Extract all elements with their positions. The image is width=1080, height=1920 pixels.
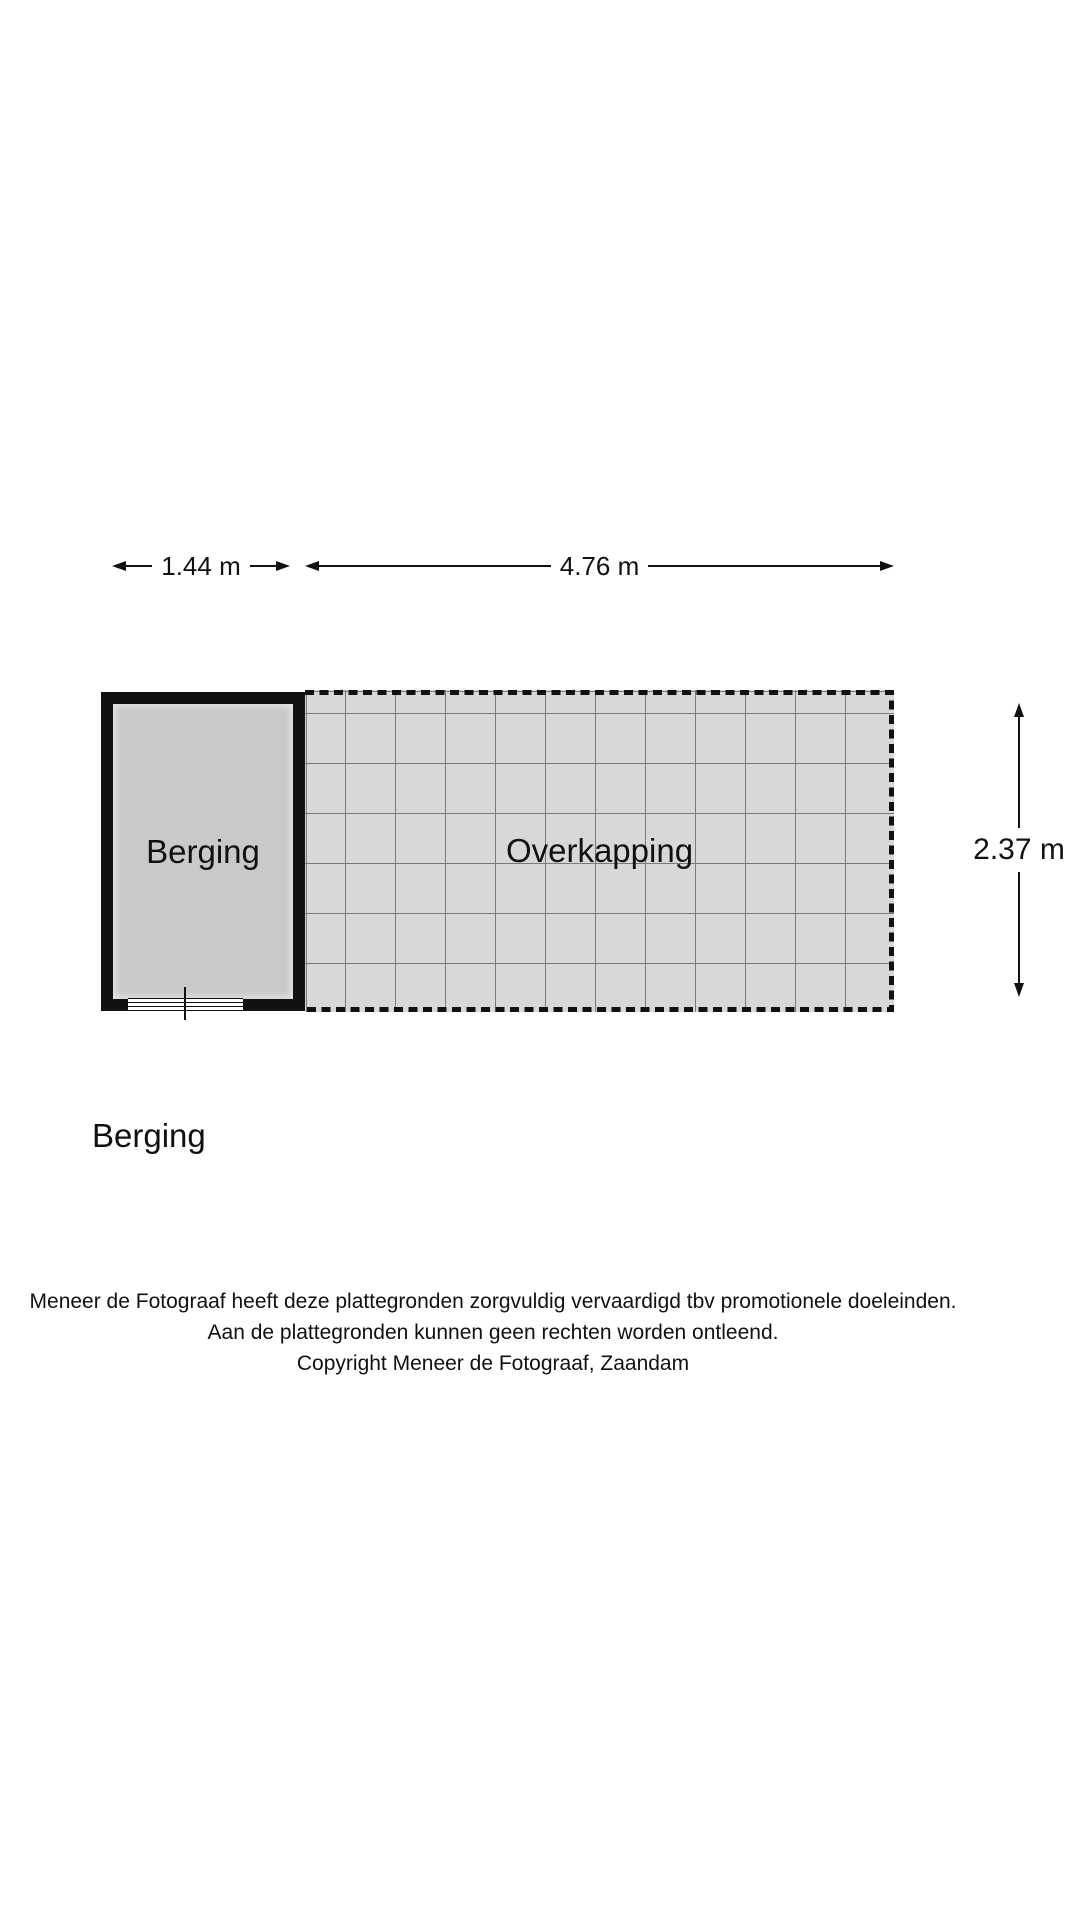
dimension-line	[250, 565, 276, 567]
room-label-berging: Berging	[146, 832, 260, 870]
dimension-line	[319, 565, 551, 567]
disclaimer-line-1: Meneer de Fotograaf heeft deze plattegronden zorgvuldig vervaardigd tbv promotionele doeleinden.	[29, 1290, 957, 1313]
arrow-down-icon	[1014, 983, 1024, 997]
door-post-line	[184, 987, 186, 1020]
dimension-label-depth: 2.37 m	[973, 833, 1065, 866]
dimension-line	[1018, 872, 1020, 983]
dimension-label-overkapping-width: 4.76 m	[559, 551, 640, 581]
disclaimer-line-2: Aan de plattegronden kunnen geen rechten worden ontleend.	[207, 1321, 779, 1344]
dimension-line	[126, 565, 152, 567]
arrow-up-icon	[1014, 703, 1024, 717]
arrow-left-icon	[305, 561, 319, 571]
room-overkapping	[305, 690, 894, 1012]
room-berging-floor	[113, 704, 293, 999]
arrow-right-icon	[276, 561, 290, 571]
room-label-overkapping: Overkapping	[505, 832, 694, 869]
dimension-depth	[969, 703, 1069, 997]
dimension-overkapping-width	[305, 552, 894, 580]
dimension-line	[1018, 717, 1020, 828]
dimension-line	[648, 565, 880, 567]
arrow-right-icon	[880, 561, 894, 571]
arrow-left-icon	[112, 561, 126, 571]
dimension-berging-width	[112, 552, 290, 580]
disclaimer-text	[0, 1286, 986, 1379]
room-berging-walls	[101, 692, 305, 1011]
disclaimer-line-3: Copyright Meneer de Fotograaf, Zaandam	[296, 1352, 690, 1375]
dimension-label-berging-width: 1.44 m	[161, 551, 241, 581]
page-title: Berging	[92, 1117, 206, 1154]
